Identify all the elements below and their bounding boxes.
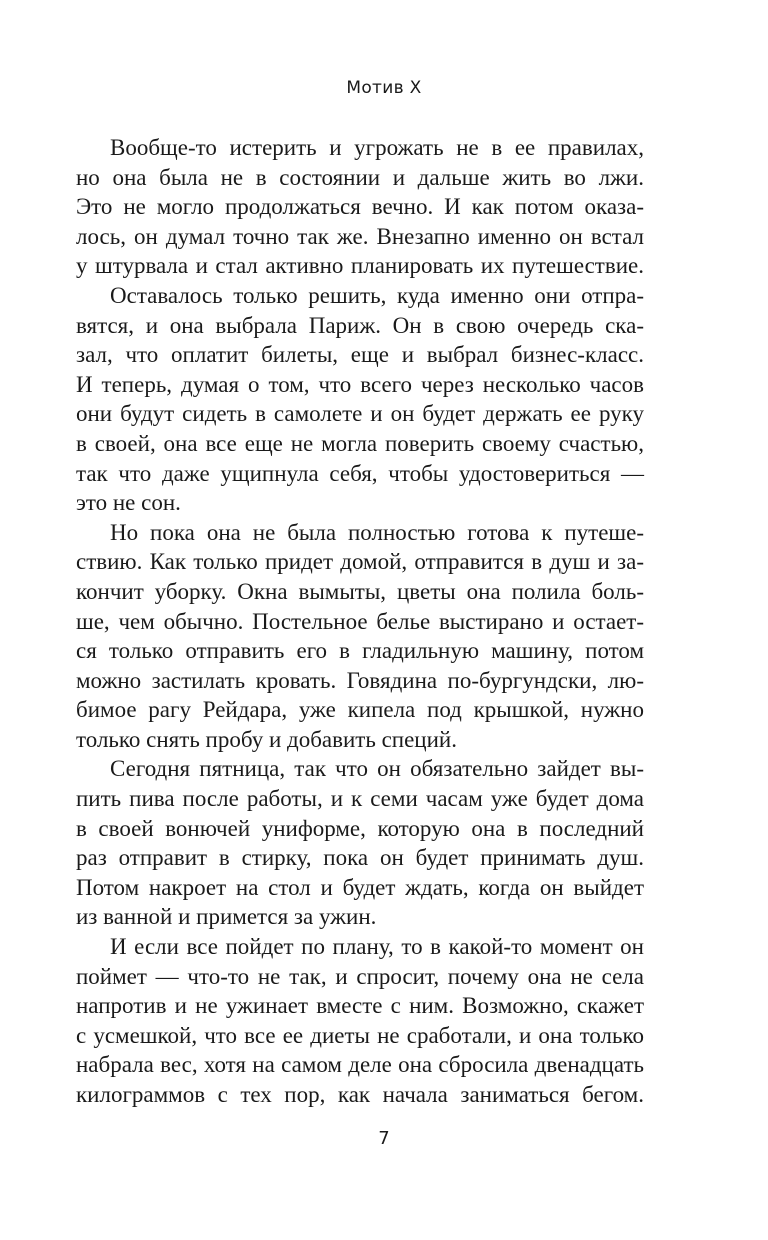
text-line: И если все пойдет по плану, то в какой-то момент он	[110, 934, 644, 960]
text-line: это не сон.	[76, 490, 181, 516]
paragraph	[76, 133, 644, 281]
text-line: у штурвала и стал активно планировать их путешествие.	[76, 253, 644, 279]
paragraph	[76, 754, 644, 932]
text-line: кончит уборку. Окна вымыты, цветы она полила боль-	[76, 578, 644, 604]
text-line: ше, чем обычно. Постельное белье выстирано и остает-	[76, 608, 644, 634]
text-line: в своей, она все еще не могла поверить своему счастью,	[76, 430, 644, 456]
paragraph	[76, 518, 644, 755]
text-line: ствию. Как только придет домой, отправится в душ и за-	[76, 549, 644, 575]
text-line: Вообще-то истерить и угрожать не в ее правилах,	[110, 135, 644, 160]
running-head: Мотив X	[346, 78, 422, 98]
text-line: И теперь, думая о том, что всего через несколько часов	[76, 371, 644, 397]
paragraph	[76, 281, 644, 518]
text-line: лось, он думал точно так же. Внезапно именно он встал	[76, 223, 644, 249]
page-number: 7	[378, 1128, 390, 1149]
text-line: бимое рагу Рейдара, уже кипела под крышкой, нужно	[76, 697, 644, 723]
text-line: вятся, и она выбрала Париж. Он в свою очередь ска-	[76, 312, 644, 338]
paragraph	[76, 932, 644, 1110]
text-line: Оставалось только решить, куда именно они отпра-	[110, 282, 644, 308]
text-line: из ванной и примется за ужин.	[76, 904, 377, 930]
text-line: зал, что оплатит билеты, еще и выбрал бизнес-класс.	[76, 342, 644, 368]
text-line: Но пока она не была полностью готова к путеше-	[110, 519, 644, 545]
text-line: можно застилать кровать. Говядина по-бургундски, лю-	[76, 667, 644, 693]
text-line: они будут сидеть в самолете и он будет держать ее руку	[76, 401, 644, 427]
text-line: в своей вонючей униформе, которую она в последний	[76, 815, 644, 841]
text-line: пить пива после работы, и к семи часам уже будет дома	[76, 786, 644, 812]
text-line: Сегодня пятница, так что он обязательно зайдет вы-	[110, 756, 644, 782]
text-line: напротив и не ужинает вместе с ним. Возможно, скажет	[76, 993, 644, 1019]
text-line: только снять пробу и добавить специй.	[76, 726, 457, 752]
text-line: с усмешкой, что все ее диеты не сработали, и она только	[76, 1022, 644, 1048]
text-line: раз отправит в стирку, пока он будет принимать душ.	[76, 845, 644, 871]
text-line: килограммов с тех пор, как начала заниматься бегом.	[76, 1082, 644, 1107]
text-line: так что даже ущипнула себя, чтобы удостовериться —	[76, 460, 644, 486]
body-text	[76, 133, 644, 1110]
text-line: Потом накроет на стол и будет ждать, когда он выйдет	[76, 874, 644, 900]
text-line: но она была не в состоянии и дальше жить во лжи.	[76, 164, 644, 190]
text-line: Это не могло продолжаться вечно. И как потом оказа-	[76, 194, 644, 220]
text-line: ся только отправить его в гладильную машину, потом	[76, 638, 644, 664]
text-line: набрала вес, хотя на самом деле она сбросила двенадцать	[76, 1052, 644, 1078]
text-line: поймет — что-то не так, и спросит, почему она не села	[76, 963, 644, 989]
